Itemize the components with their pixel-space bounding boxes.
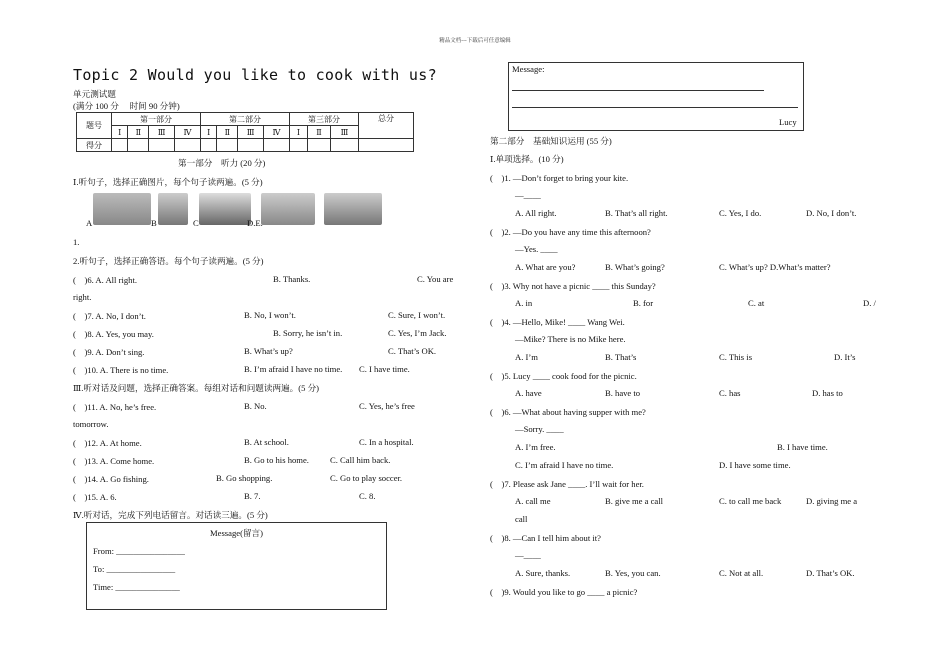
r-q7-option-c: C. to call me back <box>719 496 782 506</box>
r-q5-stem: ( )5. Lucy ____ cook food for the picnic. <box>490 371 637 381</box>
section-3-instruction: Ⅲ.听对话及问题，选择正确答案。每组对话和问题读两遍。(5 分) <box>73 383 320 393</box>
r-q6-line2: —Sorry. ____ <box>515 424 564 434</box>
time-limits: (满分 100 分 时间 90 分钟) <box>73 101 180 111</box>
q14-option-b: B. Go shopping. <box>216 473 273 483</box>
score-col: Ⅰ <box>112 126 128 139</box>
q13-option-c: C. Call him back. <box>330 455 391 465</box>
score-col: Ⅱ <box>217 126 238 139</box>
r-q8-stem: ( )8. —Can I tell him about it? <box>490 533 601 543</box>
r-q7-option-a: A. call me <box>515 496 551 506</box>
picture-e-singing <box>324 193 382 225</box>
picture-b-shopping <box>158 193 188 225</box>
q14-option-a: ( )14. A. Go fishing. <box>73 474 149 484</box>
q10-option-a: ( )10. A. There is no time. <box>73 365 169 375</box>
q8-option-b: B. Sorry, he isn’t in. <box>273 328 343 338</box>
score-row-header: 题号 <box>77 113 112 139</box>
q9-option-a: ( )9. A. Don’t sing. <box>73 347 145 357</box>
section-2-instruction: 2.听句子，选择正确答语。每个句子读两遍。(5 分) <box>73 256 264 266</box>
r-q6-option-d: D. I have some time. <box>719 460 791 470</box>
q13-option-b: B. Go to his home. <box>244 455 309 465</box>
message-write-line[interactable] <box>512 107 798 108</box>
q7-option-a: ( )7. A. No, I don’t. <box>73 311 146 321</box>
score-col: Ⅰ <box>201 126 217 139</box>
message-write-line[interactable] <box>512 90 764 91</box>
r-q4-line2: —Mike? There is no Mike here. <box>515 334 626 344</box>
r-q5-option-a: A. have <box>515 388 542 398</box>
message-signature: Lucy <box>779 117 797 127</box>
answer-line-1: 1. <box>73 237 80 247</box>
q15-option-a: ( )15. A. 6. <box>73 492 117 502</box>
section-1-instruction: Ⅰ.听句子，选择正确图片，每个句子读两遍。(5 分) <box>73 177 263 187</box>
r-q7-cont: call <box>515 514 528 524</box>
score-group-total: 总分 <box>359 113 414 139</box>
score-col: Ⅰ <box>290 126 308 139</box>
r-q4-stem: ( )4. —Hello, Mike! ____ Wang Wei. <box>490 317 625 327</box>
q9-option-b: B. What’s up? <box>244 346 293 356</box>
section-4-instruction: Ⅳ.听对话，完成下列电话留言。对话读三遍。(5 分) <box>73 510 268 520</box>
q11-option-b: B. No. <box>244 401 267 411</box>
r-q1-option-c: C. Yes, I do. <box>719 208 762 218</box>
score-table <box>76 112 414 152</box>
r-q8-option-b: B. Yes, you can. <box>605 568 661 578</box>
q8-option-c: C. Yes, I’m Jack. <box>388 328 447 338</box>
part1-title: 第一部分 听力 (20 分) <box>178 158 266 168</box>
r-q9-stem: ( )9. Would you like to go ____ a picnic? <box>490 587 638 597</box>
r-q1-stem: ( )1. —Don’t forget to bring your kite. <box>490 173 629 183</box>
r-q8-option-c: C. Not at all. <box>719 568 764 578</box>
q9-option-c: C. That’s OK. <box>388 346 437 356</box>
q12-option-b: B. At school. <box>244 437 289 447</box>
r-q4-option-c: C. This is <box>719 352 753 362</box>
r-q5-option-b: B. have to <box>605 388 641 398</box>
r-q4-option-a: A. I’m <box>515 352 538 362</box>
q6-cont: right. <box>73 292 92 302</box>
message-to-field[interactable]: To: ________________ <box>93 564 176 574</box>
message-from-field[interactable]: From: ________________ <box>93 546 185 556</box>
r-q1-option-b: B. That’s all right. <box>605 208 668 218</box>
r-q2-stem: ( )2. —Do you have any time this afternoon? <box>490 227 651 237</box>
part2-title: 第二部分 基础知识运用 (55 分) <box>490 136 612 146</box>
q12-option-a: ( )12. A. At home. <box>73 438 142 448</box>
score-col: Ⅳ <box>263 126 289 139</box>
q13-option-a: ( )13. A. Come home. <box>73 456 155 466</box>
q6-option-b: B. Thanks. <box>273 274 311 284</box>
picture-a-fishing <box>93 193 151 225</box>
r-q7-option-d: D. giving me a <box>806 496 858 506</box>
q7-option-c: C. Sure, I won’t. <box>388 310 446 320</box>
r-q3-option-a: A. in <box>515 298 533 308</box>
picture-label-de: D.E. <box>247 218 263 228</box>
q7-option-b: B. No, I won’t. <box>244 310 296 320</box>
r-q1-option-a: A. All right. <box>515 208 557 218</box>
q14-option-c: C. Go to play soccer. <box>330 473 403 483</box>
r-q3-option-c: C. at <box>748 298 765 308</box>
picture-d-kids <box>261 193 315 225</box>
picture-label-c: C <box>193 218 199 228</box>
r-q2-line2: —Yes. ____ <box>515 244 558 254</box>
picture-label-a: A <box>86 218 93 228</box>
r-q2-option-b: B. What’s going? <box>605 262 665 272</box>
r-q4-option-d: D. It’s <box>834 352 856 362</box>
q11-option-c: C. Yes, he’s free <box>359 401 415 411</box>
score-col: Ⅲ <box>238 126 264 139</box>
q10-option-b: B. I’m afraid I have no time. <box>244 364 343 374</box>
r-q6-option-a: A. I’m free. <box>515 442 556 452</box>
r-q8-line2: —____ <box>515 550 541 560</box>
r-q2-option-a: A. What are you? <box>515 262 576 272</box>
r-q3-option-d: D. / <box>863 298 876 308</box>
r-q4-option-b: B. That’s <box>605 352 637 362</box>
message-continued-box <box>508 62 804 131</box>
score-group-3: 第三部分 <box>290 113 359 126</box>
score-col: Ⅲ <box>149 126 175 139</box>
r-q8-option-d: D. That’s OK. <box>806 568 855 578</box>
picture-c-house <box>199 193 251 225</box>
q8-option-a: ( )8. A. Yes, you may. <box>73 329 154 339</box>
q6-option-c: C. You are <box>417 274 454 284</box>
r-q5-option-c: C. has <box>719 388 741 398</box>
page-title: Topic 2 Would you like to cook with us? <box>73 66 437 84</box>
q6-stem: ( )6. A. All right. <box>73 275 137 285</box>
picture-label-b: B <box>151 218 157 228</box>
r-q6-option-b: B. I have time. <box>777 442 828 452</box>
q11-option-a: ( )11. A. No, he’s free. <box>73 402 157 412</box>
r-q5-option-d: D. has to <box>812 388 843 398</box>
score-group-1: 第一部分 <box>112 113 201 126</box>
message-box-title: Message(留言) <box>210 528 263 538</box>
q15-option-c: C. 8. <box>359 491 376 501</box>
q11-cont: tomorrow. <box>73 419 109 429</box>
subtitle: 单元测试题 <box>73 89 116 99</box>
r-q7-stem: ( )7. Please ask Jane ____. I’ll wait for her. <box>490 479 644 489</box>
q12-option-c: C. In a hospital. <box>359 437 414 447</box>
score-label: 得分 <box>77 139 112 152</box>
score-group-2: 第二部分 <box>201 113 290 126</box>
r-q3-option-b: B. for <box>633 298 654 308</box>
r-q8-option-a: A. Sure, thanks. <box>515 568 571 578</box>
score-col: Ⅲ <box>330 126 358 139</box>
page-header: 精品文档---下载后可任意编辑 <box>439 38 511 44</box>
r-q2-option-cd: C. What’s up? D.What’s matter? <box>719 262 831 272</box>
r-q7-option-b: B. give me a call <box>605 496 663 506</box>
r-q1-option-d: D. No, I don’t. <box>806 208 857 218</box>
r-q1-line2: —____ <box>515 190 541 200</box>
r-q3-stem: ( )3. Why not have a picnic ____ this Sunday? <box>490 281 656 291</box>
r-q6-stem: ( )6. —What about having supper with me? <box>490 407 646 417</box>
q15-option-b: B. 7. <box>244 491 261 501</box>
score-col: Ⅱ <box>307 126 330 139</box>
score-col: Ⅳ <box>174 126 200 139</box>
score-col: Ⅱ <box>128 126 149 139</box>
r-q6-option-c: C. I’m afraid I have no time. <box>515 460 614 470</box>
q10-option-c: C. I have time. <box>359 364 410 374</box>
message-label: Message: <box>512 64 545 74</box>
message-time-field[interactable]: Time: _______________ <box>93 582 180 592</box>
part2-section-1: Ⅰ.单项选择。(10 分) <box>490 154 564 164</box>
